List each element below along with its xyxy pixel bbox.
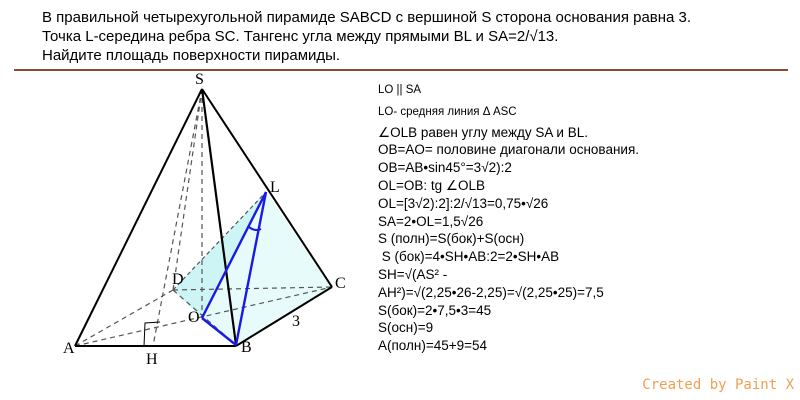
label-L: L bbox=[270, 179, 280, 196]
label-C: C bbox=[335, 275, 346, 292]
solution-line: S(осн)=9 bbox=[378, 320, 434, 336]
problem-line-2: Точка L-середина ребра SC. Тангенс угла между прямыми BL и SA=2/√13. bbox=[42, 28, 559, 45]
solution-line: OB=AB•sin45°=3√2):2 bbox=[378, 160, 512, 176]
label-B: B bbox=[241, 339, 252, 356]
solution-line: S (бок)=4•SH•AB:2=2•SH•AB bbox=[378, 249, 560, 265]
problem-line-1: В правильной четырехугольной пирамиде SABCD с вершиной S сторона основания равна 3. bbox=[42, 9, 692, 26]
solution-line: OB=AO= половине диагонали основания. bbox=[378, 142, 640, 158]
label-D: D bbox=[172, 271, 184, 288]
solution-line: LO || SA bbox=[378, 84, 422, 96]
problem-line-3: Найдите площадь поверхности пирамиды. bbox=[42, 47, 341, 64]
solution-line: SA=2•OL=1,5√26 bbox=[378, 213, 484, 229]
label-A: A bbox=[63, 340, 75, 357]
label-O: O bbox=[188, 309, 200, 326]
solution-line: S(бок)=2•7,5•3=45 bbox=[378, 302, 492, 318]
solution-line: LO- средняя линия Δ ASC bbox=[378, 105, 517, 118]
solution-line: S (полн)=S(бок)+S(осн) bbox=[378, 231, 525, 247]
label-side-length: 3 bbox=[292, 313, 300, 330]
label-S: S bbox=[195, 71, 204, 88]
solution-line: ∠OLB равен углу между SA и BL. bbox=[378, 124, 588, 140]
watermark: Created by Paint X bbox=[642, 377, 794, 393]
solution-line: SH=√(AS² - bbox=[378, 266, 448, 282]
right-angle-marker bbox=[144, 322, 160, 346]
solution-line: A(полн)=45+9=54 bbox=[378, 338, 488, 354]
solution-line: AH²)=√(2,25•26-2,25)=√(2,25•25)=7,5 bbox=[378, 284, 604, 300]
label-H: H bbox=[146, 351, 158, 368]
solution-text bbox=[378, 82, 788, 355]
solution-line: OL=[3√2):2]:2/√13=0,75•√26 bbox=[378, 195, 549, 211]
solution-line: OL=OB: tg ∠OLB bbox=[378, 177, 486, 193]
